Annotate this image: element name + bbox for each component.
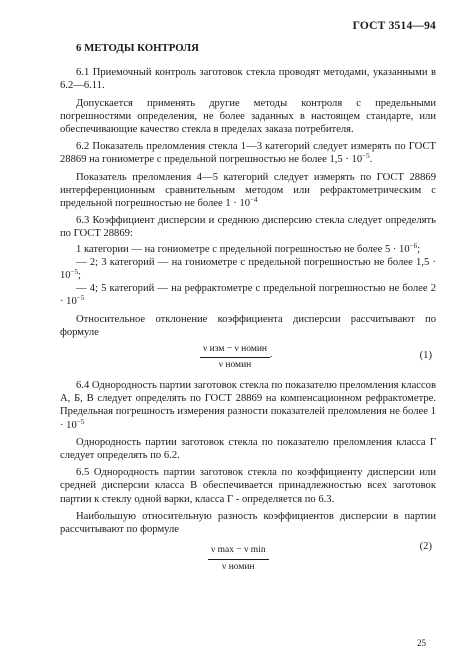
paragraph-6-1-allowance: Допускается применять другие методы контроля с предельными погрешностями определения, не более заданных в настоящем стандарте, или обеспечивающие качество стекла в пределах заказа потребителя. — [60, 97, 436, 136]
list-item-2-text: — 2; 3 категорий — на гониометре с предельной погрешностью не более 1,5 · 10 — [60, 256, 436, 282]
paragraph-6-2b-text: Показатель преломления 4—5 категорий следует измерять по ГОСТ 28869 интерференционным сравнительным методом или рефрактометрическим с предельной погрешностью не более 1 · 10 — [60, 171, 436, 210]
list-item-category-1 — [60, 243, 436, 256]
paragraph-6-2b-exponent: −4 — [250, 196, 258, 205]
list-item-2-end: ; — [78, 270, 81, 282]
formula-2-number: (2) — [419, 541, 432, 553]
formula-1-fraction — [200, 343, 273, 372]
paragraph-6-2 — [60, 140, 436, 166]
paragraph-6-4-exponent: −5 — [76, 417, 85, 426]
paragraph-6-2-text: 6.2 Показатель преломления стекла 1—3 категорий следует измерять по ГОСТ 28869 на гониометре с предельной погрешностью не более 1,5 · 10 — [60, 141, 436, 166]
formula-1-numerator: ν изм − ν номин — [200, 343, 270, 358]
list-item-category-2-3 — [60, 256, 436, 282]
paragraph-relative-deviation: Относительное отклонение коэффициента дисперсии рассчитывают по формуле — [60, 313, 436, 338]
paragraph-6-4-text: 6.4 Однородность партии заготовок стекла по показателю преломления классов А, Б, В следует определять по ГОСТ 28869 на компенсационном рефрактометре. Предельная погрешность измерения разности показателей преломления не более 1 · 10 — [60, 380, 436, 431]
list-item-1-end: ; — [417, 243, 421, 255]
formula-1 — [60, 343, 436, 373]
paragraph-6-2-exponent: −5 — [362, 152, 370, 161]
list-item-3-text: — 4; 5 категорий — на рефрактометре с предельной погрешностью не более 2 · 10 — [60, 283, 436, 308]
formula-2 — [60, 540, 436, 572]
list-item-3-exponent: −5 — [76, 294, 85, 303]
standard-header: ГОСТ 3514—94 — [352, 20, 436, 32]
formula-2-numerator: ν max − ν min — [208, 544, 269, 559]
list-item-2-exponent: −5 — [70, 268, 79, 277]
list-item-category-4-5 — [60, 282, 436, 308]
list-item-1-exponent: −6 — [409, 241, 418, 250]
formula-1-trail: . — [270, 350, 273, 361]
paragraph-6-4 — [60, 379, 436, 432]
paragraph-6-4-class-g: Однородность партии заготовок стекла по показателю преломления класса Г следует определять по 6.2. — [60, 436, 436, 462]
formula-1-denominator: ν номин — [218, 360, 252, 371]
list-item-1-text: 1 категории — на гониометре с предельной погрешностью не более 5 · 10 — [76, 243, 410, 255]
document-body — [60, 42, 436, 574]
section-title: 6 МЕТОДЫ КОНТРОЛЯ — [76, 42, 199, 54]
paragraph-6-3: 6.3 Коэффициент дисперсии и среднюю дисперсию стекла следует определять по ГОСТ 28869: — [60, 215, 436, 240]
page-number: 25 — [417, 638, 426, 648]
paragraph-max-difference: Наибольшую относительную разность коэффициентов дисперсии в партии рассчитывают по формуле — [60, 510, 436, 536]
formula-1-number: (1) — [419, 350, 432, 362]
formula-2-fraction — [208, 544, 269, 573]
paragraph-6-1: 6.1 Приемочный контроль заготовок стекла проводят методами, указанными в 6.2—6.11. — [60, 67, 436, 92]
paragraph-6-5: 6.5 Однородность партии заготовок стекла по коэффициенту дисперсии или средней дисперсии класса В обеспечивается принадлежностью всех заготовок партии к стеклу одной варки, класса Г - определяется по 6.3. — [60, 467, 436, 505]
paragraph-6-2-categories-4-5 — [60, 171, 436, 211]
paragraph-6-2-end: . — [369, 154, 373, 166]
formula-2-denominator: ν номин — [222, 561, 255, 572]
